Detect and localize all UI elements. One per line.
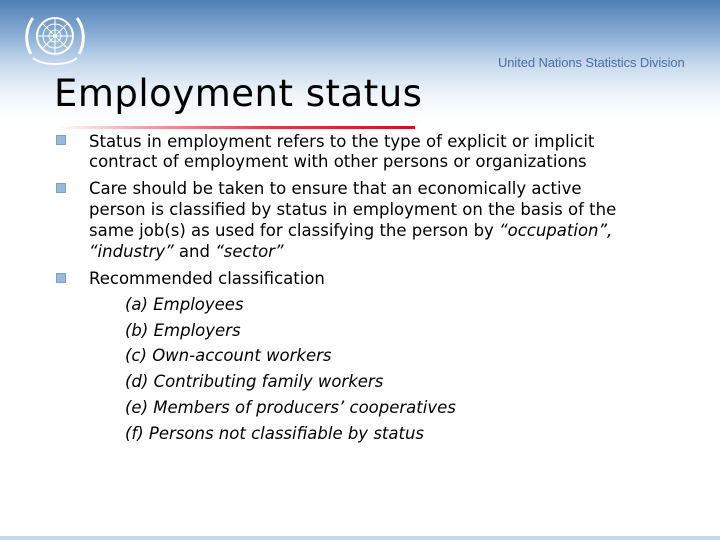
classification-item: (c) Own-account workers xyxy=(125,346,332,365)
bullet-text-line: contract of employment with other persons or organizations xyxy=(89,152,587,171)
classification-item: (d) Contributing family workers xyxy=(125,372,384,391)
page-title: Employment status xyxy=(54,72,423,115)
industry-term: “industry” xyxy=(89,242,174,261)
classification-item: (e) Members of producers’ cooperatives xyxy=(125,398,456,417)
un-emblem-icon xyxy=(17,8,93,70)
square-bullet-icon xyxy=(56,135,66,145)
sector-term: “sector” xyxy=(215,242,284,261)
bullet-text-line: Recommended classification xyxy=(89,269,325,288)
classification-item: (b) Employers xyxy=(125,321,241,340)
bullet-text-line: person is classified by status in employment on the basis of the xyxy=(89,200,617,219)
classification-item: (f) Persons not classifiable by status xyxy=(125,424,425,443)
footer-rule xyxy=(0,536,720,540)
occupation-term: “occupation”, xyxy=(499,221,613,240)
bullet-text-line: Care should be taken to ensure that an economically active xyxy=(89,179,582,198)
title-underline xyxy=(57,126,415,129)
organization-name: United Nations Statistics Division xyxy=(498,55,685,70)
square-bullet-icon xyxy=(56,273,66,283)
bullet-text-segment: same job(s) as used for classifying the person by xyxy=(89,221,500,240)
bullet-text-line: Status in employment refers to the type of explicit or implicit xyxy=(89,132,595,151)
bullet-text-line xyxy=(89,242,284,262)
square-bullet-icon xyxy=(56,183,66,193)
classification-item: (a) Employees xyxy=(125,295,244,314)
bullet-text-line xyxy=(89,221,612,241)
bullet-text-segment: and xyxy=(173,242,216,261)
